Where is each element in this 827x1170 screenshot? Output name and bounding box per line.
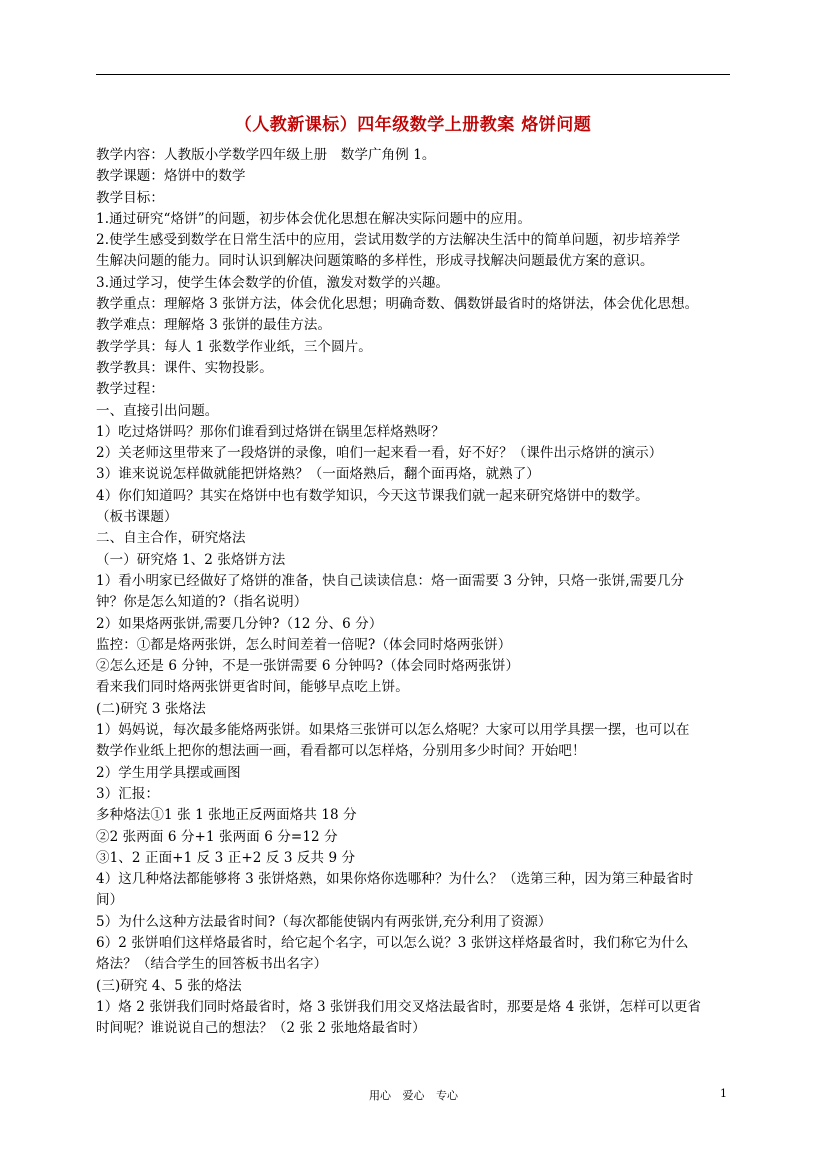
body-line: （一）研究烙 1、2 张烙饼方法: [96, 551, 286, 568]
body-line: 教学过程：: [96, 381, 164, 398]
footer-motto: 用心 爱心 专心: [369, 1089, 458, 1102]
body-line: 教学内容：人教版小学数学四年级上册 数学广角例 1。: [96, 147, 436, 163]
body-line: 时间呢？谁说说自己的想法？（2 张 2 张地烙最省时）: [96, 1020, 426, 1037]
body-line: 钟？你是怎么知道的?（指名说明）: [96, 594, 308, 611]
body-line: 二、自主合作，研究烙法: [96, 530, 246, 547]
body-line: 6）2 张饼咱们这样烙最省时，给它起个名字，可以怎么说？3 张饼这样烙最省时，我们称它为什么: [96, 934, 689, 951]
body-line: 3.通过学习，使学生体会数学的价值，激发对数学的兴趣。: [96, 274, 450, 291]
body-line: 教学学具：每人 1 张数学作业纸，三个圆片。: [96, 338, 372, 355]
body-line: 间）: [96, 892, 124, 909]
body-line: 一、直接引出问题。: [96, 402, 219, 419]
body-line: 烙法？（结合学生的回答板书出名字）: [96, 956, 328, 973]
body-line: 教学课题：烙饼中的数学: [96, 168, 246, 185]
document-title: （人教新课标）四年级数学上册教案 烙饼问题: [234, 115, 592, 135]
body-line: 2）关老师这里带来了一段烙饼的录像，咱们一起来看一看，好不好？（课件出示烙饼的演示）: [96, 445, 663, 462]
body-line: 3）谁来说说怎样做就能把饼烙熟？（一面烙熟后，翻个面再烙，就熟了）: [96, 466, 540, 483]
body-line: 看来我们同时烙两张饼更省时间，能够早点吃上饼。: [96, 679, 409, 696]
body-line: 监控：①都是烙两张饼，怎么时间差着一倍呢?（体会同时烙两张饼）: [96, 636, 512, 653]
header-rule: [96, 74, 730, 75]
body-line: 数学作业纸上把你的想法画一画，看看都可以怎样烙，分别用多少时间？开始吧！: [96, 743, 586, 760]
body-line: ③1、2 正面+1 反 3 正+2 反 3 反共 9 分: [96, 849, 356, 866]
body-line: (二)研究 3 张烙法: [96, 700, 206, 717]
body-line: 教学重点：理解烙 3 张饼方法，体会优化思想；明确奇数、偶数饼最省时的烙饼法，体会优化思想。: [96, 296, 699, 313]
document-body: [96, 145, 736, 1039]
body-line: 2）如果烙两张饼,需要几分钟?（12 分、6 分）: [96, 615, 383, 632]
body-line: 4）你们知道吗？其实在烙饼中也有数学知识，今天这节课我们就一起来研究烙饼中的数学。: [96, 487, 649, 504]
body-line: 教学难点：理解烙 3 张饼的最佳方法。: [96, 317, 332, 334]
body-line: 1）看小明家已经做好了烙饼的准备，快自己读读信息：烙一面需要 3 分钟，只烙一张饼,需要几分: [96, 572, 685, 589]
body-line: 1.通过研究“烙饼”的问题，初步体会优化思想在解决实际问题中的应用。: [96, 210, 532, 227]
body-line: 2.使学生感受到数学在日常生活中的应用，尝试用数学的方法解决生活中的简单问题，初步培养学: [96, 232, 681, 249]
body-line: 4）这几种烙法都能够将 3 张饼烙熟，如果你烙你选哪种？为什么？（选第三种，因为第三种最省时: [96, 871, 694, 888]
body-line: 教学目标：: [96, 189, 164, 206]
body-line: (三)研究 4、5 张的烙法: [96, 977, 242, 994]
body-line: 2）学生用学具摆或画图: [96, 764, 241, 781]
body-line: ②2 张两面 6 分+1 张两面 6 分=12 分: [96, 828, 338, 845]
body-line: 3）汇报：: [96, 785, 160, 802]
body-line: 5）为什么这种方法最省时间?（每次都能使锅内有两张饼,充分利用了资源）: [96, 913, 552, 930]
body-line: ②怎么还是 6 分钟，不是一张饼需要 6 分钟吗?（体会同时烙两张饼）: [96, 658, 520, 675]
body-line: 教学教具：课件、实物投影。: [96, 359, 273, 376]
body-line: （板书课题）: [96, 509, 178, 526]
body-line: 1）妈妈说，每次最多能烙两张饼。如果烙三张饼可以怎么烙呢？大家可以用学具摆一摆，也可以在: [96, 722, 690, 739]
body-line: 生解决问题的能力。同时认识到解决问题策略的多样性，形成寻找解决问题最优方案的意识。: [96, 253, 654, 270]
body-line: 多种烙法①1 张 1 张地正反两面烙共 18 分: [96, 807, 357, 824]
body-line: 1）吃过烙饼吗？那你们谁看到过烙饼在锅里怎样烙熟呀？: [96, 423, 445, 440]
page-number: 1: [720, 1087, 727, 1100]
body-line: 1）烙 2 张饼我们同时烙最省时，烙 3 张饼我们用交叉烙法最省时，那要是烙 4 张饼，怎样可以更省: [96, 998, 702, 1015]
